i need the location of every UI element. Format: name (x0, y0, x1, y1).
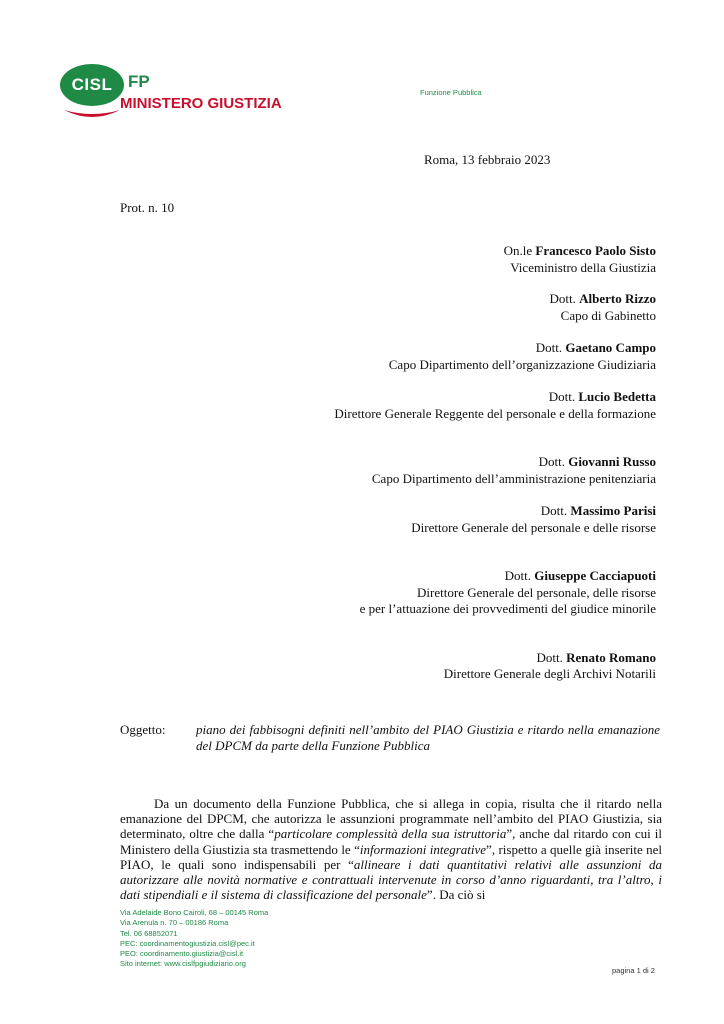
recipient-role: Direttore Generale degli Archivi Notarili (443, 666, 656, 681)
recipient-role: Viceministro della Giustizia (510, 259, 656, 275)
footer-peo: PEO: coordinamento.giustizia@cisl.it (120, 949, 244, 959)
protocol-number: Prot. n. 10 (120, 200, 175, 215)
footer-phone: Tel. 06 68852071 (120, 928, 178, 938)
logo-swoosh-icon (62, 108, 122, 122)
recipient (334, 389, 656, 422)
body-quote: allineare i dati quantitativi relativi alle assunzioni da autorizzare alle novità normative e contrattuali intervenute in corso d’anno riguardanti, tra l’altro, i dati stipendiali e il sistema di classificazione del personale (120, 856, 663, 903)
footer-contacts (120, 908, 268, 970)
body-text-run: ”, rispetto a quelle già inserite nel PIAO, le quali sono indispensabili per “ (120, 841, 662, 872)
footer-address-1: Via Adelaide Bono Cairoli, 68 – 00145 Roma (120, 908, 269, 917)
recipient-role-continued: e per l’attuazione dei provvedimenti del giudice minorile (359, 601, 656, 616)
body-quote: informazioni integrative (359, 841, 487, 857)
recipient-title: Dott. (538, 454, 565, 469)
recipient (334, 503, 656, 536)
recipient-title: On.le (503, 243, 533, 258)
subject-label: Oggetto: (120, 722, 166, 737)
recipient-name: Gaetano Campo (565, 340, 656, 355)
recipient-title: Dott. (535, 340, 563, 355)
body-paragraph (120, 796, 662, 902)
recipient (334, 568, 656, 618)
recipient-name: Lucio Bedetta (578, 389, 656, 404)
recipient-name: Massimo Parisi (570, 503, 656, 518)
body-quote: particolare complessità della sua istruttoria (274, 826, 507, 842)
logo-ministry-text: MINISTERO GIUSTIZIA (120, 95, 282, 112)
cisl-fp-logo (60, 58, 300, 128)
logo-cisl-text: CISL (71, 75, 113, 94)
recipient-role: Capo Dipartimento dell’amministrazione penitenziaria (371, 470, 656, 486)
body-text-run: Da un documento della Funzione Pubblica, che si allega in copia, risulta che il ritardo nella emanazione del DPCM, che autorizza le assunzioni programmate nell’ambito del PIAO Giustizia, sia determinato, oltre che dalla “ (120, 796, 662, 842)
recipient-title: Dott. (548, 389, 576, 404)
recipient-name: Francesco Paolo Sisto (535, 243, 656, 258)
body-text-run: ”, anche dal ritardo con cui il Ministero della Giustizia sta trasmettendo le “ (120, 826, 662, 857)
recipient (334, 340, 656, 373)
recipient-role: Direttore Generale Reggente del personale e della formazione (334, 405, 656, 421)
footer-website: Sito internet: www.cislfpgiudiziario.org (120, 959, 246, 969)
recipient (334, 454, 656, 487)
page-number: pagina 1 di 2 (612, 966, 655, 975)
cisl-oval (60, 64, 124, 106)
recipient (334, 291, 656, 324)
recipient-title: Dott. (536, 649, 563, 665)
recipient-title: Dott. (540, 503, 568, 518)
body-text-run: ”. Da ciò si (426, 887, 486, 903)
recipient-role: Capo di Gabinetto (560, 307, 656, 323)
recipient-title: Dott. (549, 291, 576, 306)
footer-address-2: Via Arenula n. 70 – 00186 Roma (120, 918, 229, 928)
recipient-name: Alberto Rizzo (579, 291, 656, 306)
letter-date: Roma, 13 febbraio 2023 (424, 152, 551, 167)
recipient-name: Giovanni Russo (568, 454, 656, 469)
recipients-block (334, 243, 656, 683)
recipient-role: Direttore Generale del personale e delle risorse (411, 519, 656, 535)
unit-label: Funzione Pubblica (420, 88, 482, 97)
logo-fp-text: FP (128, 72, 150, 91)
recipient-name: Giuseppe Cacciapuoti (534, 568, 656, 583)
footer-pec: PEC: coordinamentogiustizia.cisl@pec.it (120, 938, 255, 948)
recipient-name: Renato Romano (566, 649, 656, 665)
recipient (334, 650, 656, 683)
recipient-role: Capo Dipartimento dell’organizzazione Giudiziaria (388, 356, 656, 372)
recipient (334, 243, 656, 276)
recipient-role: Direttore Generale del personale, delle risorse (417, 584, 656, 600)
recipient-title: Dott. (504, 568, 532, 583)
subject-text: piano dei fabbisogni definiti nell’ambito del PIAO Giustizia e ritardo nella emanazione del DPCM da parte della Funzione Pubblica (196, 722, 660, 753)
